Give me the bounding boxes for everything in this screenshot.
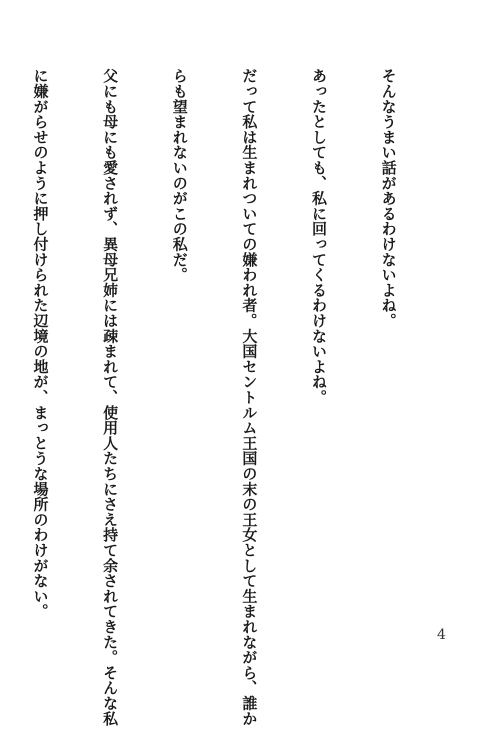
text-line: だって私は生まれついての嫌われ者。大国セントルム王国の末の王女として生まれながら、誰か [240,68,259,726]
body-text [31,68,446,726]
text-line: あったとしても、私に回ってくるわけないよね。 [309,68,328,405]
text-line: らも望まれないのがこの私だ。 [170,68,189,283]
text-line: 父にも母にも愛されず、異母兄姉には疎まれて、使用人たちにさえ持て余されてきた。そんな私 [101,68,120,726]
page-number: 4 [437,627,446,643]
text-line: そんなうまい話があるわけないよね。 [379,68,398,329]
text-line: に嫌がらせのように押し付けられた辺境の地が、まっとうな場所のわけがない。 [31,68,50,619]
